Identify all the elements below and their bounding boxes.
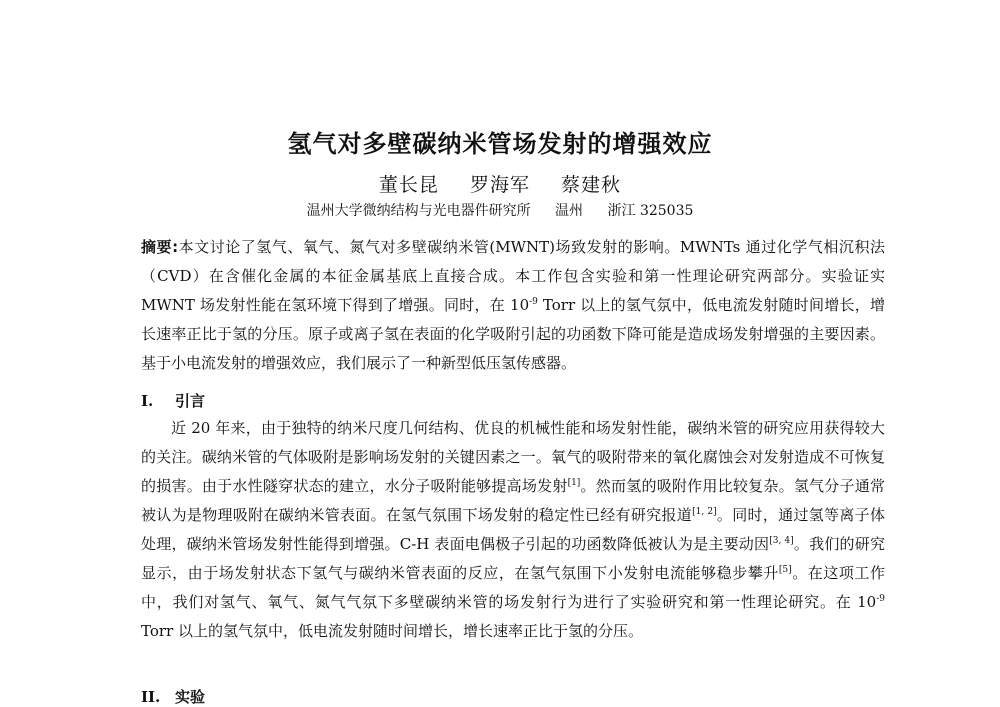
section-heading-intro — [141, 390, 205, 411]
affiliation-province-zip: 浙江 325035 — [607, 203, 694, 219]
author-name: 董长昆 — [378, 174, 439, 196]
intro-text: 。在这项工作中，我们对氢气、氧气、氮气气氛下多壁碳纳米管的场发射行为进行了实验研究和第一性理论研究。在 10 — [141, 564, 885, 611]
section-heading-experiment — [141, 686, 205, 707]
section-title: 实验 — [175, 688, 206, 706]
paper-title: 氢气对多壁碳纳米管场发射的增强效应 — [287, 130, 713, 158]
affiliation-city: 温州 — [555, 203, 584, 219]
abstract — [141, 233, 885, 378]
abstract-text-cont: Torr 以上的氢气氛中，低电流发射随时间增长，增长速率正比于氢的分压。原子或离子氢在表面的化学吸附引起的功函数下降可能是造成场发射增强的主要因素。基于小电流发射的增强效应，我们展示了一种新型低压氢传感器。 — [141, 296, 885, 372]
intro-text: 。同时，通过氢等离子体处理，碳纳米管场发射性能得到增强。C-H 表面电偶极子引起的功函数降低被认为是主要动因 — [141, 506, 885, 553]
intro-exponent: -9 — [876, 594, 885, 604]
author-name: 罗海军 — [469, 174, 530, 196]
abstract-text: 本文讨论了氢气、氧气、氮气对多壁碳纳米管(MWNT)场致发射的影响。MWNTs 通过化学气相沉积法（CVD）在含催化金属的本征金属基底上直接合成。本工作包含实验和第一性理论研究两部分。实验证实 MWNT 场发射性能在氢环境下得到了增强。同时，在 10 — [141, 238, 885, 314]
abstract-label: 摘要: — [141, 238, 179, 256]
intro-text: 。然而氢的吸附作用比较复杂。氢气分子通常被认为是物理吸附在碳纳米管表面。在氢气氛围下场发射的稳定性已经有研究报道 — [141, 477, 885, 524]
intro-text: 。我们的研究显示，由于场发射状态下氢气与碳纳米管表面的反应，在氢气氛围下小发射电流能够稳步攀升 — [141, 535, 885, 582]
citation-ref: [5] — [778, 565, 792, 575]
intro-paragraph — [141, 414, 885, 646]
section-number: I. — [141, 392, 154, 410]
affiliation-institute: 温州大学微纳结构与光电器件研究所 — [306, 203, 531, 219]
section-number: II. — [141, 688, 161, 706]
author-list — [0, 170, 1000, 197]
abstract-exponent: -9 — [529, 297, 538, 307]
intro-text: 近 20 年来，由于独特的纳米尺度几何结构、优良的机械性能和场发射性能，碳纳米管的研究应用获得较大的关注。碳纳米管的气体吸附是影响场发射的关键因素之一。氧气的吸附带来的氧化腐蚀会对发射造成不可恢复的损害。由于水性隧穿状态的建立，水分子吸附能够提高场发射 — [141, 419, 885, 495]
affiliation — [0, 200, 1000, 220]
intro-text: Torr 以上的氢气氛中，低电流发射随时间增长，增长速率正比于氢的分压。 — [141, 622, 643, 640]
author-name: 蔡建秋 — [561, 174, 622, 196]
citation-ref: [3, 4] — [769, 536, 794, 546]
citation-ref: [1, 2] — [692, 507, 717, 517]
citation-ref: [1] — [567, 478, 581, 488]
section-title: 引言 — [175, 392, 206, 410]
